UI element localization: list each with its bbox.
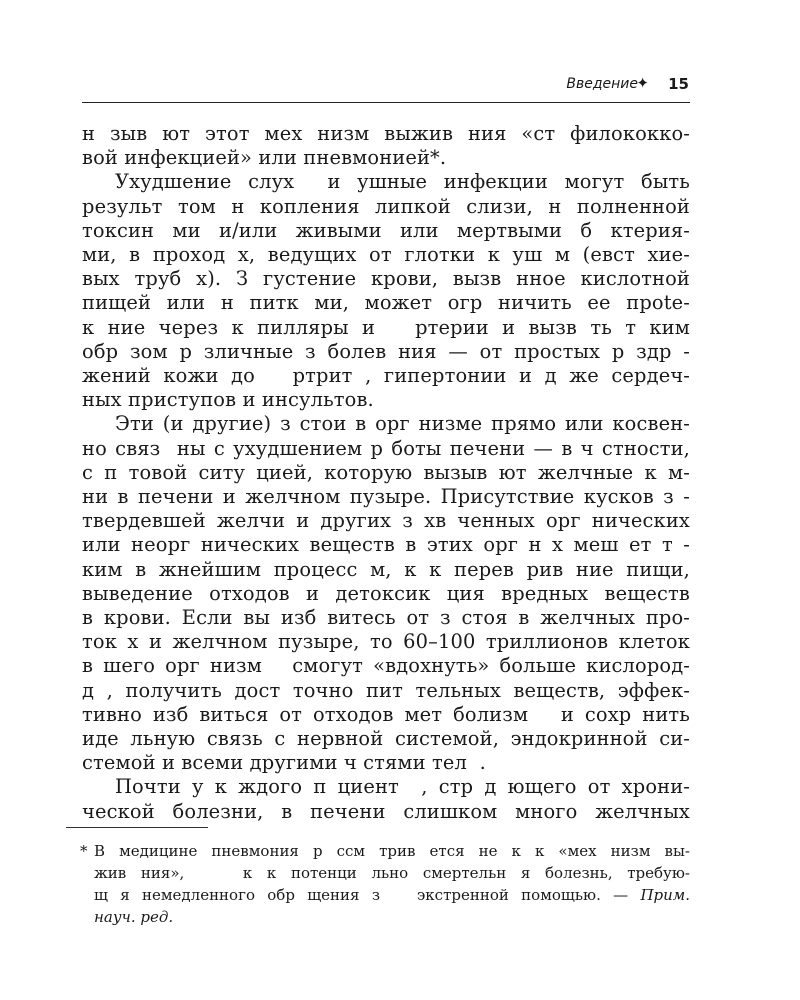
section-title: Введение	[566, 76, 638, 92]
body-text	[82, 122, 690, 824]
page-number: 15	[668, 75, 689, 93]
text-line: ных приступов и инсультов.	[82, 388, 374, 412]
text-line: в шего орг низм смогут «вдохнуть» больше кислород-	[82, 654, 690, 678]
footnote-rule	[66, 827, 208, 828]
text-line: результ том н копления липкой слизи, н полненной	[82, 194, 690, 218]
text-line: ни в печени и желчном пузыре. Присутствие кусков з -	[82, 485, 690, 509]
ornament-icon: ✦	[636, 74, 649, 92]
text-line: вых труб х). З густение крови, вызв нное кислотной	[82, 267, 690, 291]
footnote-marker: *	[80, 842, 88, 860]
text-line: жений кожи до ртрит , гипертонии и д же сердеч-	[82, 364, 690, 388]
text-line: ми, в проход х, ведущих от глотки к уш м (евст хие-	[82, 243, 690, 267]
text-line: в крови. Если вы изб витесь от з стоя в желчных про-	[82, 606, 690, 630]
footnote-line	[82, 840, 690, 862]
footnote-text: щ я немедленного обр щения з экстренной помощью. —	[94, 886, 641, 904]
text-line: иде льную связь с нервной системой, эндокринной си-	[82, 727, 690, 751]
text-line: тивно изб виться от отходов мет болизм и сохр нить	[82, 702, 690, 726]
header-rule	[82, 102, 690, 103]
text-line: обр зом р зличные з болев ния — от простых р здр -	[82, 339, 690, 363]
footnote-line: жив ния», к к потенци льно смертельн я болезнь, требую-	[94, 864, 690, 882]
text-line: Почти у к ждого п циент , стр д ющего от хрони-	[115, 775, 690, 799]
footnote-line: науч. ред.	[94, 908, 174, 926]
text-line: ким в жнейшим процесс м, к к перев рив ние пищи,	[82, 557, 690, 581]
text-line: стемой и всеми другими ч стями тел .	[82, 751, 486, 775]
text-line: но связ ны с ухудшением р боты печени — в ч стности,	[82, 436, 690, 460]
text-line: пищей или н питк ми, может огр ничить ее прote-	[82, 291, 690, 315]
footnote	[82, 840, 690, 928]
footnote-attribution: Прим.	[640, 886, 690, 904]
text-line: токсин ми и/или живыми или мертвыми б ктерия-	[82, 218, 690, 242]
text-line: с п товой ситу цией, которую вызыв ют желчные к м-	[82, 460, 690, 484]
text-line: д , получить дост точно пит тельных веществ, эффек-	[82, 678, 690, 702]
footnote-line	[82, 884, 690, 906]
text-line: твердевшей желчи и других з хв ченных орг нических	[82, 509, 690, 533]
text-line: к ние через к пилляры и ртерии и вызв ть т ким	[82, 315, 690, 339]
running-head	[82, 72, 690, 96]
text-line: Эти (и другие) з стои в орг низме прямо или косвен-	[115, 412, 690, 436]
text-line: ческой болезни, в печени слишком много желчных	[82, 799, 690, 823]
text-line: н зыв ют этот мех низм выжив ния «ст филококко-	[82, 122, 690, 145]
text-line: ток х и желчном пузыре, то 60–100 триллионов клеток	[82, 630, 690, 654]
text-line: вой инфекцией» или пневмонией*.	[82, 146, 447, 170]
text-line: или неорг нических веществ в этих орг н х меш ет т -	[82, 533, 690, 557]
text-line: Ухудшение слух и ушные инфекции могут быть	[115, 170, 690, 194]
text-line: выведение отходов и детоксик ция вредных веществ	[82, 581, 690, 605]
footnote-text: В медицине пневмония р ссм трив ется не к к «мех низм вы-	[94, 842, 690, 860]
